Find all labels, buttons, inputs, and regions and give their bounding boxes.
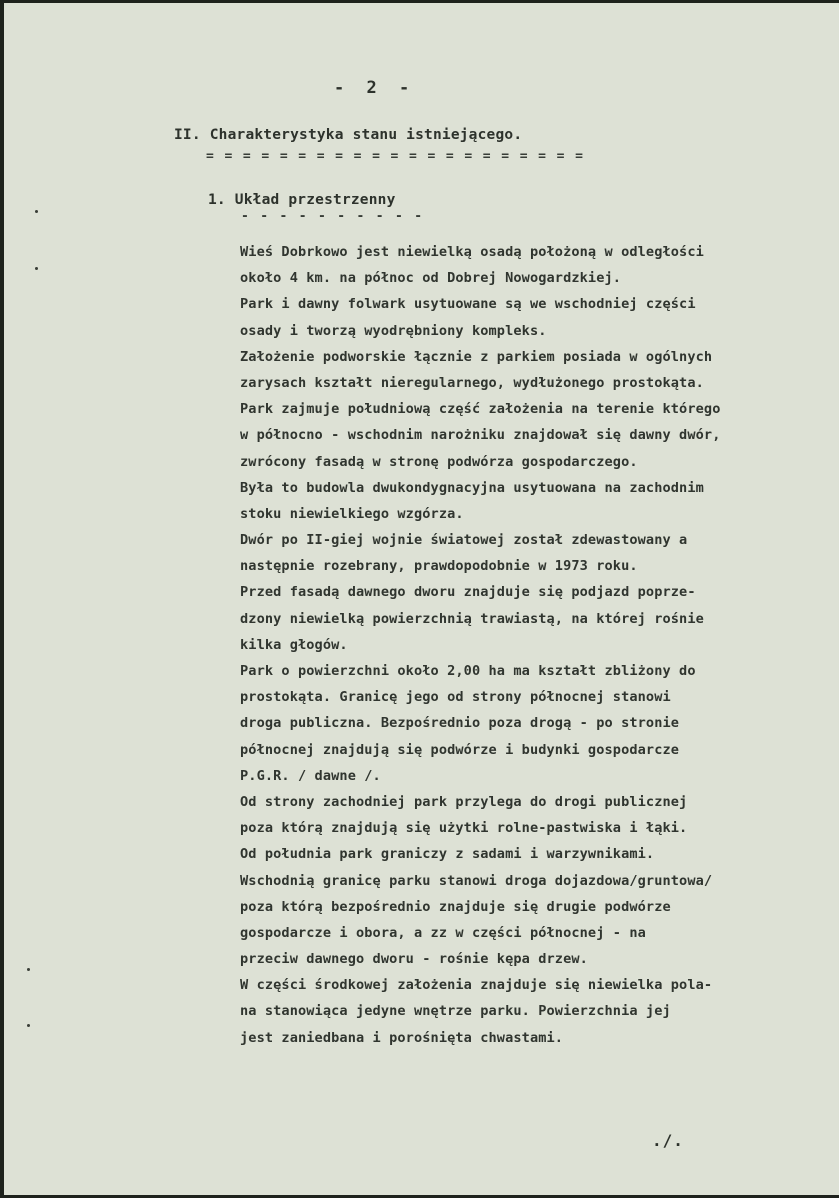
margin-dot (27, 1024, 30, 1027)
text-line: kilka głogów. (240, 636, 348, 653)
text-line: poza którą znajdują się użytki rolne-pastwiska i łąki. (240, 820, 688, 837)
text-line: około 4 km. na północ od Dobrej Nowogardzkiej. (240, 270, 622, 287)
text-line: zarysach kształt nieregularnego, wydłużonego prostokąta. (240, 374, 704, 391)
text-line: Od strony zachodniej park przylega do drogi publicznej (240, 793, 688, 810)
text-line: Od południa park graniczy z sadami i warzywnikami. (240, 846, 655, 863)
margin-dot (27, 968, 30, 971)
text-line: prostokąta. Granicę jego od strony północnej stanowi (240, 689, 671, 706)
text-line: jest zaniedbana i porośnięta chwastami. (240, 1029, 564, 1046)
text-line: stoku niewielkiego wzgórza. (240, 505, 464, 522)
text-line: poza którą bezpośrednio znajduje się drugie podwórze (240, 898, 671, 915)
section-heading: II. Charakterystyka stanu istniejącego. (174, 127, 523, 143)
margin-dot (35, 210, 38, 213)
text-line: W części środkowej założenia znajduje się niewielka pola- (240, 977, 713, 994)
text-line: przeciw dawnego dworu - rośnie kępa drzew. (240, 951, 588, 968)
text-line: na stanowiąca jedyne wnętrze parku. Powierzchnia jej (240, 1003, 671, 1020)
subsection-underline: - - - - - - - - - - (241, 209, 424, 224)
text-line: gospodarcze i obora, a zz w części północnej - na (240, 924, 646, 941)
text-line: dzony niewielką powierzchnią trawiastą, na której rośnie (240, 610, 704, 627)
body-text (240, 239, 720, 1051)
text-line: Park i dawny folwark usytuowane są we wschodniej części (240, 296, 696, 313)
text-line: Wschodnią granicę parku stanowi droga dojazdowa/gruntowa/ (240, 872, 713, 889)
continuation-mark: ./. (652, 1131, 684, 1150)
text-line: P.G.R. / dawne /. (240, 767, 381, 784)
text-line: zwrócony fasadą w stronę podwórza gospodarczego. (240, 453, 638, 470)
margin-dot (35, 267, 38, 270)
text-line: Park zajmuje południową część założenia na terenie którego (240, 401, 721, 418)
text-line: Była to budowla dwukondygnacyjna usytuowana na zachodnim (240, 479, 704, 496)
text-line: Dwór po II-giej wojnie światowej został zdewastowany a (240, 532, 688, 549)
text-line: północnej znajdują się podwórze i budynki gospodarcze (240, 741, 680, 758)
subsection-heading: 1. Układ przestrzenny (208, 192, 396, 208)
text-line: osady i tworzą wyodrębniony kompleks. (240, 322, 547, 339)
section-underline: = = = = = = = = = = = = = = = = = = = = = (206, 149, 585, 164)
text-line: droga publiczna. Bezpośrednio poza drogą - po stronie (240, 715, 680, 732)
text-line: Przed fasadą dawnego dworu znajduje się podjazd poprze- (240, 584, 696, 601)
text-line: następnie rozebrany, prawdopodobnie w 1973 roku. (240, 558, 638, 575)
text-line: Założenie podworskie łącznie z parkiem posiada w ogólnych (240, 348, 713, 365)
text-line: w północno - wschodnim narożniku znajdował się dawny dwór, (240, 427, 721, 444)
text-line: Park o powierzchni około 2,00 ha ma kształt zbliżony do (240, 663, 696, 679)
text-line: Wieś Dobrkowo jest niewielką osadą położoną w odległości (240, 244, 704, 260)
page-number: - 2 - (334, 78, 416, 98)
